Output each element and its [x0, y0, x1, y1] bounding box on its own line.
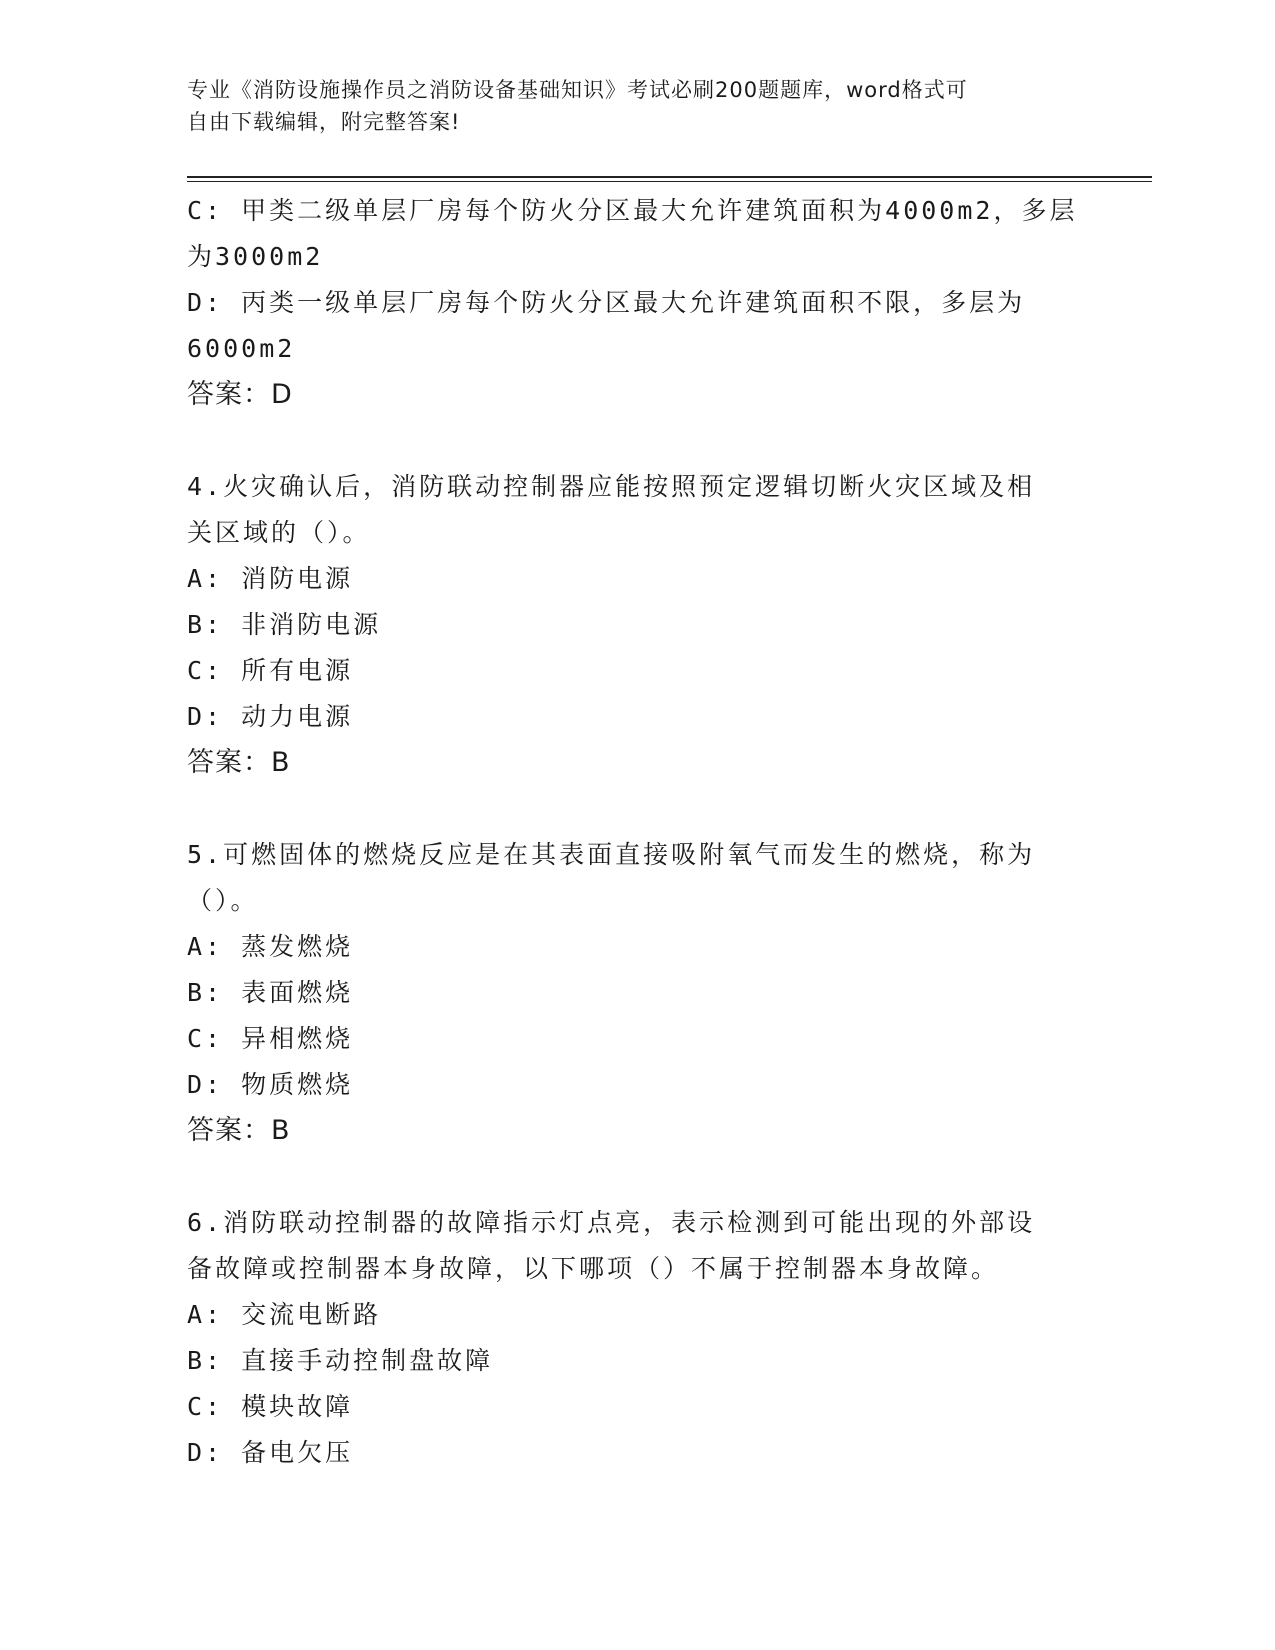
q3-answer: 答案：D — [187, 379, 293, 410]
q6-stem-line-2: 备故障或控制器本身故障，以下哪项（）不属于控制器本身故障。 — [187, 1254, 1000, 1283]
question-3 — [187, 188, 1078, 418]
header-divider-thin — [187, 181, 1152, 182]
q4-stem-line-1: 4.火灾确认后，消防联动控制器应能按照预定逻辑切断火灾区域及相 — [187, 472, 1036, 501]
q4-stem-line-2: 关区域的（）。 — [187, 518, 371, 547]
q5-option-a: A: 蒸发燃烧 — [187, 932, 354, 961]
q4-option-b: B: 非消防电源 — [187, 610, 382, 639]
question-4 — [187, 464, 1067, 786]
q5-answer: 答案：B — [187, 1115, 291, 1146]
spacer — [187, 418, 1067, 464]
q5-option-b: B: 表面燃烧 — [187, 978, 354, 1007]
q3-option-c-line-1: C: 甲类二级单层厂房每个防火分区最大允许建筑面积为4000m2，多层 — [187, 196, 1078, 225]
document-header — [187, 74, 1087, 138]
q6-option-b: B: 直接手动控制盘故障 — [187, 1346, 494, 1375]
q3-option-d-line-1: D: 丙类一级单层厂房每个防火分区最大允许建筑面积不限，多层为 — [187, 288, 1026, 317]
q4-option-c: C: 所有电源 — [187, 656, 354, 685]
header-line-2: 自由下载编辑，附完整答案! — [187, 110, 461, 134]
q4-option-a: A: 消防电源 — [187, 564, 354, 593]
question-6 — [187, 1200, 1067, 1476]
q3-option-c-line-2: 为3000m2 — [187, 242, 324, 271]
q6-option-c: C: 模块故障 — [187, 1392, 354, 1421]
q6-stem-line-1: 6.消防联动控制器的故障指示灯点亮，表示检测到可能出现的外部设 — [187, 1208, 1036, 1237]
q6-option-a: A: 交流电断路 — [187, 1300, 382, 1329]
q6-option-d: D: 备电欠压 — [187, 1438, 354, 1467]
q5-stem-line-1: 5.可燃固体的燃烧反应是在其表面直接吸附氧气而发生的燃烧，称为 — [187, 840, 1036, 869]
document-body — [187, 188, 1078, 1476]
q5-option-c: C: 异相燃烧 — [187, 1024, 354, 1053]
q4-option-d: D: 动力电源 — [187, 702, 354, 731]
header-divider-thick — [187, 176, 1152, 178]
spacer — [187, 1154, 1067, 1200]
q4-answer: 答案：B — [187, 747, 291, 778]
spacer — [187, 786, 1067, 832]
q5-stem-line-2: （）。 — [187, 886, 259, 915]
q5-option-d: D: 物质燃烧 — [187, 1070, 354, 1099]
header-line-1: 专业《消防设施操作员之消防设备基础知识》考试必刷200题题库，word格式可 — [187, 78, 968, 102]
q3-option-d-line-2: 6000m2 — [187, 334, 296, 363]
question-5 — [187, 832, 1067, 1154]
